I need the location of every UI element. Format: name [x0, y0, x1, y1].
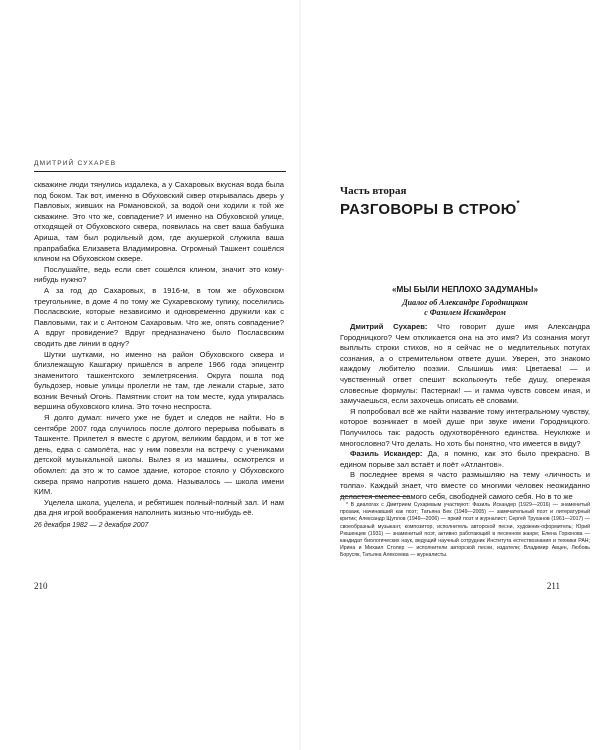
date-line: 26 декабря 1982 — 2 декабря 2007: [34, 522, 149, 529]
footnote-rule: [340, 496, 410, 497]
dialogue-paragraph: [340, 449, 590, 470]
part-title-text: РАЗГОВОРЫ В СТРОЮ: [340, 201, 517, 218]
paragraph: Я долго думал: ничего уже не будет и следов не найти. Но в сентябре 2007 года случилось после долгого перерыва побывать в Ташкенте. Прилетел я вместе с другом, великим бардом, и в тот же день, едва с самолёта, нас у ним повезли на встречу с учениками детской музыкальной школы. Вылез я из машины, осмотрелся и обомлел: да это ж то самое здание, которое стояло у Обуховского сквера прямо напротив нашего дома. Называлось — школа имени КИМ.: [34, 413, 284, 497]
dialogue-paragraph: [340, 322, 590, 407]
section-title: «МЫ БЫЛИ НЕПЛОХО ЗАДУМАНЫ»: [391, 285, 538, 294]
page-number-left: 210: [34, 581, 48, 591]
dialogue-paragraph: [340, 470, 590, 502]
page-number-right: 211: [546, 581, 560, 591]
paragraph: А за год до Сахаровых, в 1916-м, в том же обуховском треугольнике, в доме 4 по тому же Сухаревскому тупику, поселились Посласвские, которые независимо и одновременно дружили как с Павловыми, так и с Антоном Сахаровым. Что же, опять совпадение? А вдруг провидение? Вдруг предназначено было Посласвским сводить две линии в одну?: [34, 285, 284, 348]
footnote-mark: *: [516, 199, 520, 208]
section-subtitle-line: с Фазилем Искандером: [424, 308, 506, 317]
right-body-text: [340, 322, 590, 502]
right-page: [300, 0, 600, 750]
part-title: [340, 201, 520, 218]
speaker-name: Дмитрий Сухарев:: [350, 322, 428, 331]
paragraph: Уцелела школа, уцелела, и ребятишек полный-полный зал. И нам два дня игрой воображения наполнить жизнью что-нибудь её.: [34, 497, 284, 518]
section-subtitle: [340, 298, 590, 318]
speaker-name: Фазиль Искандер:: [350, 449, 423, 459]
footnote: [340, 502, 590, 560]
dialogue-paragraph: [340, 407, 590, 449]
footnote-text: * В диалогах с Дмитрием Сухаревым участвуют: Фазиль Искандер (1929—2016) — знаменитый прозаик, начинавший как поэт; Татьяна Бек (1949—2005) — замечательный поэт и литературный критик; Александр Щуплов (1949—2006) — яркий поэт и журналист; Сергей Труханов (1961—2017) — своеобразный музыкант, композитор, исполнитель авторской песни, художник-оформитель; Юрий Рюшенцев (1931) — знаменитый поэт, активно работающий в песенном жанре; Елена Горюнова — кандидат биологических наук, ведущий научный сотрудник Института естествознания и техники РАН; Ирина и Михаил Столер — исполнители авторской песни, издатели; Владимир Авцен, Любовь Борусяк, Татьяна Алексеева — журналисты.: [340, 502, 590, 559]
left-body-text: [34, 180, 284, 532]
dialogue-text: Что говорит душе имя Александра Городницкого? Чем откликается она на это имя? Из сознания могут выплыть строки стихов, но я сейчас не о медлительных потугах сознания, а о стремительном ответе души. Уверен, это знакомо каждому любителю поэзии. Слышишь имя: Цветаева! — и чувственный ответ спешит всколыхнуть тебе душу, опережая словесные формулы: Пастернак! — и гамма чувств совсем иная, и замучаешься, если захочешь описать её словами.: [340, 322, 590, 406]
running-head: ДМИТРИЙ СУХАРЕВ: [34, 160, 117, 167]
dialogue-text: В последнее время я часто размышляю на тему «личность и толпа». Каждый знает, что вместе со многими человек неожиданно делается смелее самого себя, свободней самого себя. Но в то же: [340, 470, 590, 501]
paragraph: скважине люди тянулись издалека, а у Сахаровых вкусная вода была под боком. Так вот, именно в Обуховский сквер открывалась дверь у Павловых, живших на Романовской, за водой они ходили к той же скважине. Это что же, совпадение? И именно на Обуховской улице, отходящей от Обуховского сквера, появилась на свет ваша бабушка Ариша, там был родильный дом, где акушеркой служила ваша прапрабабка Елизавета Владимировна. Огромный Ташкент сошёлся клином на Обуховском сквере.: [34, 180, 284, 264]
part-label: Часть вторая: [340, 185, 407, 197]
header-rule: [34, 171, 286, 172]
section-subtitle-line: Диалог об Александре Городницком: [402, 298, 528, 307]
dialogue-text: Я попробовал всё же найти название тому интегральному чувству, которое возникает в моей душе при звуке имени Городницкого. Получилось так: радость одухотворённого единства. Неуклюже и многословно? Что делать. Но хоть бы понятно, что имеется в виду?: [340, 406, 590, 448]
dialogue-text: Да, я помню, как это было прекрасно. В едином порыве зал встаёт и поёт «Атлантов».: [340, 449, 590, 469]
paragraph: Шутки шутками, но именно на район Обуховского сквера и близлежащую Кашгарку пришёлся в апреле 1966 года эпицентр знаменитого ташкентского землетрясения. Округа пошла под бульдозер, новые улицы пролегли не там, где лежали старые, зато возник Вечный Огонь. Памятник стоит на том месте, куда упиралась вершина обуховского клина. Это точно неспроста.: [34, 349, 284, 412]
paragraph: Послушайте, ведь если свет сошёлся клином, значит это кому-нибудь нужно?: [34, 264, 284, 285]
